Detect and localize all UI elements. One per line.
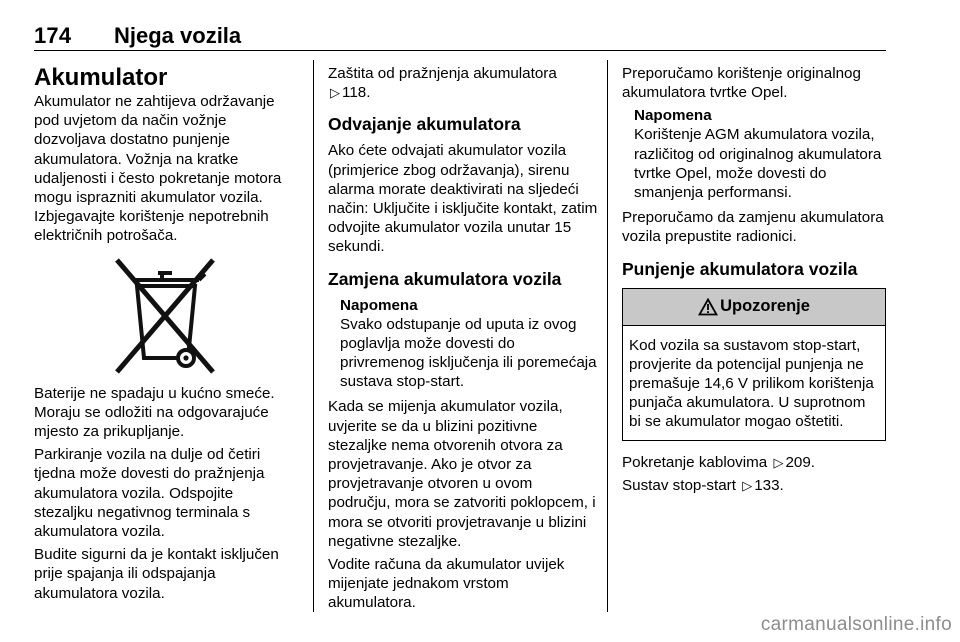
paragraph: Akumulator ne zahtijeva održavanje pod uvjetom da način vožnje dozvoljava dostatno punjenje akumulatora. Vožnja na kratke udaljenosti i često pokretanje motora mogu isprazniti akumulator vozila. Izbjegavajte korištenje nepotrebnih električnih potrošača. [34, 93, 282, 245]
column-2 [328, 64, 598, 617]
column-1 [34, 64, 296, 607]
paragraph: Kada se mijenja akumulator vozila, uvjerite se da u blizini pozitivne stezaljke nema otvorenih otvora za provjetravanje. Ako je otvor za provjetravanje otvoren u ovom području, mora se zatvoriti poklopcem, i mora se otvoriti provjetravanje u blizini negativne stezaljke. [328, 398, 596, 550]
page-reference-arrow-icon: ▷ [773, 454, 784, 470]
warning-body [623, 326, 885, 440]
paragraph: Baterije ne spadaju u kućno smeće. Moraju se odložiti na odgovarajuće mjesto za prikupljanje. [34, 384, 275, 441]
warning-text: Kod vozila sa sustavom stop-start, provjerite da potencijal punjenja ne premašuje 14,6 V prilikom korištenja punjača akumulatora. U suprotnom bi se akumulator mogao oštetiti. [629, 336, 874, 431]
watermark: carmanualsonline.info [760, 614, 952, 635]
reference-page: 118. [342, 84, 371, 102]
subheading: Odvajanje akumulatora [328, 114, 521, 135]
warning-header [623, 289, 885, 326]
column-3 [622, 64, 888, 499]
chapter-title: Njega vozila [114, 23, 242, 48]
column-divider [313, 60, 314, 612]
subheading: Punjenje akumulatora vozila [622, 258, 858, 279]
page-reference-arrow-icon: ▷ [330, 85, 340, 101]
note-title: Napomena [340, 296, 418, 314]
recycle-symbol [34, 254, 296, 378]
warning-title: Upozorenje [720, 297, 810, 316]
page-number: 174 [34, 23, 72, 48]
paragraph: Preporučamo da zamjenu akumulatora vozila prepustite radionici. [622, 209, 884, 246]
cross-reference [622, 453, 888, 472]
cross-reference [328, 64, 598, 102]
reference-page: 209. [785, 453, 815, 471]
note-title: Napomena [634, 107, 712, 125]
note-text: Korištenje AGM akumulatora vozila, različitog od originalnog akumulatora tvrtke Opel, može dovesti do smanjenja performansi. [634, 126, 882, 202]
reference-text: Zaštita od pražnjenja akumulatora [328, 65, 557, 82]
paragraph: Preporučamo korištenje originalnog akumulatora tvrtke Opel. [622, 65, 861, 102]
note-box [340, 296, 598, 392]
note-text: Svako odstupanje od uputa iz ovog poglavlja može dovesti do privremenog isključenja ili poremećaja sustava stop-start. [340, 315, 597, 391]
warning-triangle-icon [698, 298, 718, 316]
cross-reference [622, 476, 888, 495]
paragraph: Parkiranje vozila na dulje od četiri tjedna može dovesti do pražnjenja akumulatora vozila. Odspojite stezaljku negativnog terminala s akumulatora vozila. [34, 446, 265, 541]
note-box [634, 106, 888, 202]
reference-text: Pokretanje kablovima [622, 453, 768, 471]
reference-text: Sustav stop-start [622, 476, 736, 494]
page-reference-arrow-icon: ▷ [742, 477, 753, 493]
paragraph: Ako ćete odvajati akumulator vozila (primjerice zbog održavanja), sirenu alarma morate deaktivirati na sljedeći način: Uključite i isključite kontakt, zatim odvojite akumulator vozila unutar 15 sekundi. [328, 142, 598, 256]
crossed-out-wheelie-bin-icon [100, 254, 230, 378]
section-heading: Akumulator [34, 64, 168, 91]
subheading: Zamjena akumulatora vozila [328, 268, 562, 289]
paragraph: Vodite računa da akumulator uvijek mijenjate jednakom vrstom akumulatora. [328, 556, 565, 612]
page-header [34, 22, 886, 51]
column-divider [607, 60, 608, 612]
paragraph: Budite sigurni da je kontakt isključen prije spajanja ili odspajanja akumulatora vozila. [34, 546, 279, 602]
warning-box [622, 288, 886, 441]
reference-page: 133. [754, 476, 784, 494]
